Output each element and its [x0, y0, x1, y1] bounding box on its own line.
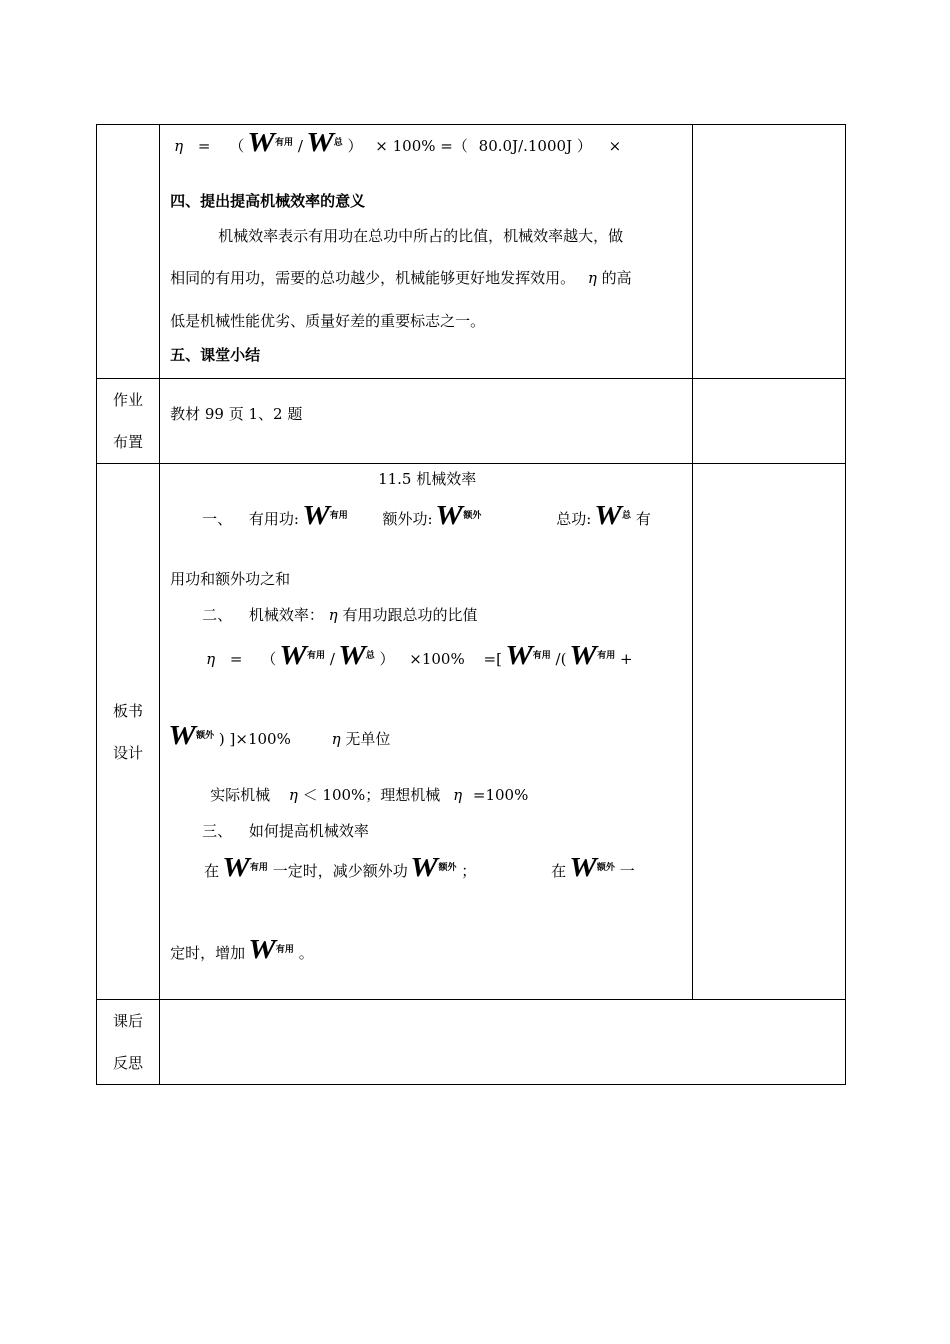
homework-content-cell	[160, 379, 693, 464]
board-title: 11.5 机械效率	[378, 470, 477, 488]
board-real-ideal: 实际机械 η ＜ 100%；理想机械 η =100%	[210, 786, 529, 804]
paragraph-line-1: 机械效率表示有用功在总功中所占的比值，机械效率越大，做	[218, 227, 624, 245]
board-section-3: 三、 如何提高机械效率	[202, 822, 369, 840]
row1-content-cell	[160, 125, 693, 379]
paragraph-line-2: 相同的有用功，需要的总功越少，机械能够更好地发挥效用。 η 的高	[170, 269, 632, 287]
row1-label-cell	[97, 125, 160, 379]
efficiency-formula: η = （ $W^{有用} / W^总$ ） × 100% =（ 80.0J/.1000J ） ×	[174, 127, 622, 157]
board-section-3-line: 在 $W^{有用}$ 一定时，减少额外功 $W^{额外}$ ； 在 $W^{额外}$ 一	[204, 852, 635, 882]
lesson-plan-table	[96, 124, 846, 1085]
row-reflection	[97, 1000, 846, 1085]
section-5-title: 五、课堂小结	[170, 346, 261, 364]
blackboard-label-cell: 板书 设计	[97, 464, 160, 1000]
reflection-label-cell: 课后 反思	[97, 1000, 160, 1085]
blackboard-notes-cell	[692, 464, 845, 1000]
homework-text: 教材 99 页 1、2 题	[170, 405, 303, 423]
homework-label-cell: 作业 布置	[97, 379, 160, 464]
homework-notes-cell	[692, 379, 845, 464]
board-formula: η = （ $W^{有用} / W^总$ ） ×100% =[ $W^{有用}$ /( $W^{有用}$ +	[206, 640, 633, 670]
reflection-content-cell	[160, 1000, 846, 1085]
board-line-1: 一、 有用功: $W^{有用}$ 额外功: $W^{额外}$ 总功: $W^总$ 有	[202, 500, 651, 530]
row-blackboard-design	[97, 464, 846, 1000]
board-section-3-end: 定时，增加 $W^{有用}$ 。	[170, 934, 314, 964]
board-formula-cont: $W^{额外}$ ) ]×100% η 无单位	[168, 720, 391, 750]
row-homework	[97, 379, 846, 464]
row-efficiency-discussion	[97, 125, 846, 379]
section-4-title: 四、提出提高机械效率的意义	[170, 192, 366, 210]
board-line-2: 用功和额外功之和	[170, 570, 291, 588]
row1-notes-cell	[692, 125, 845, 379]
blackboard-content-cell	[160, 464, 693, 1000]
paragraph-line-3: 低是机械性能优劣、质量好差的重要标志之一。	[170, 312, 486, 330]
board-line-3: 二、 机械效率： η 有用功跟总功的比值	[202, 606, 478, 624]
